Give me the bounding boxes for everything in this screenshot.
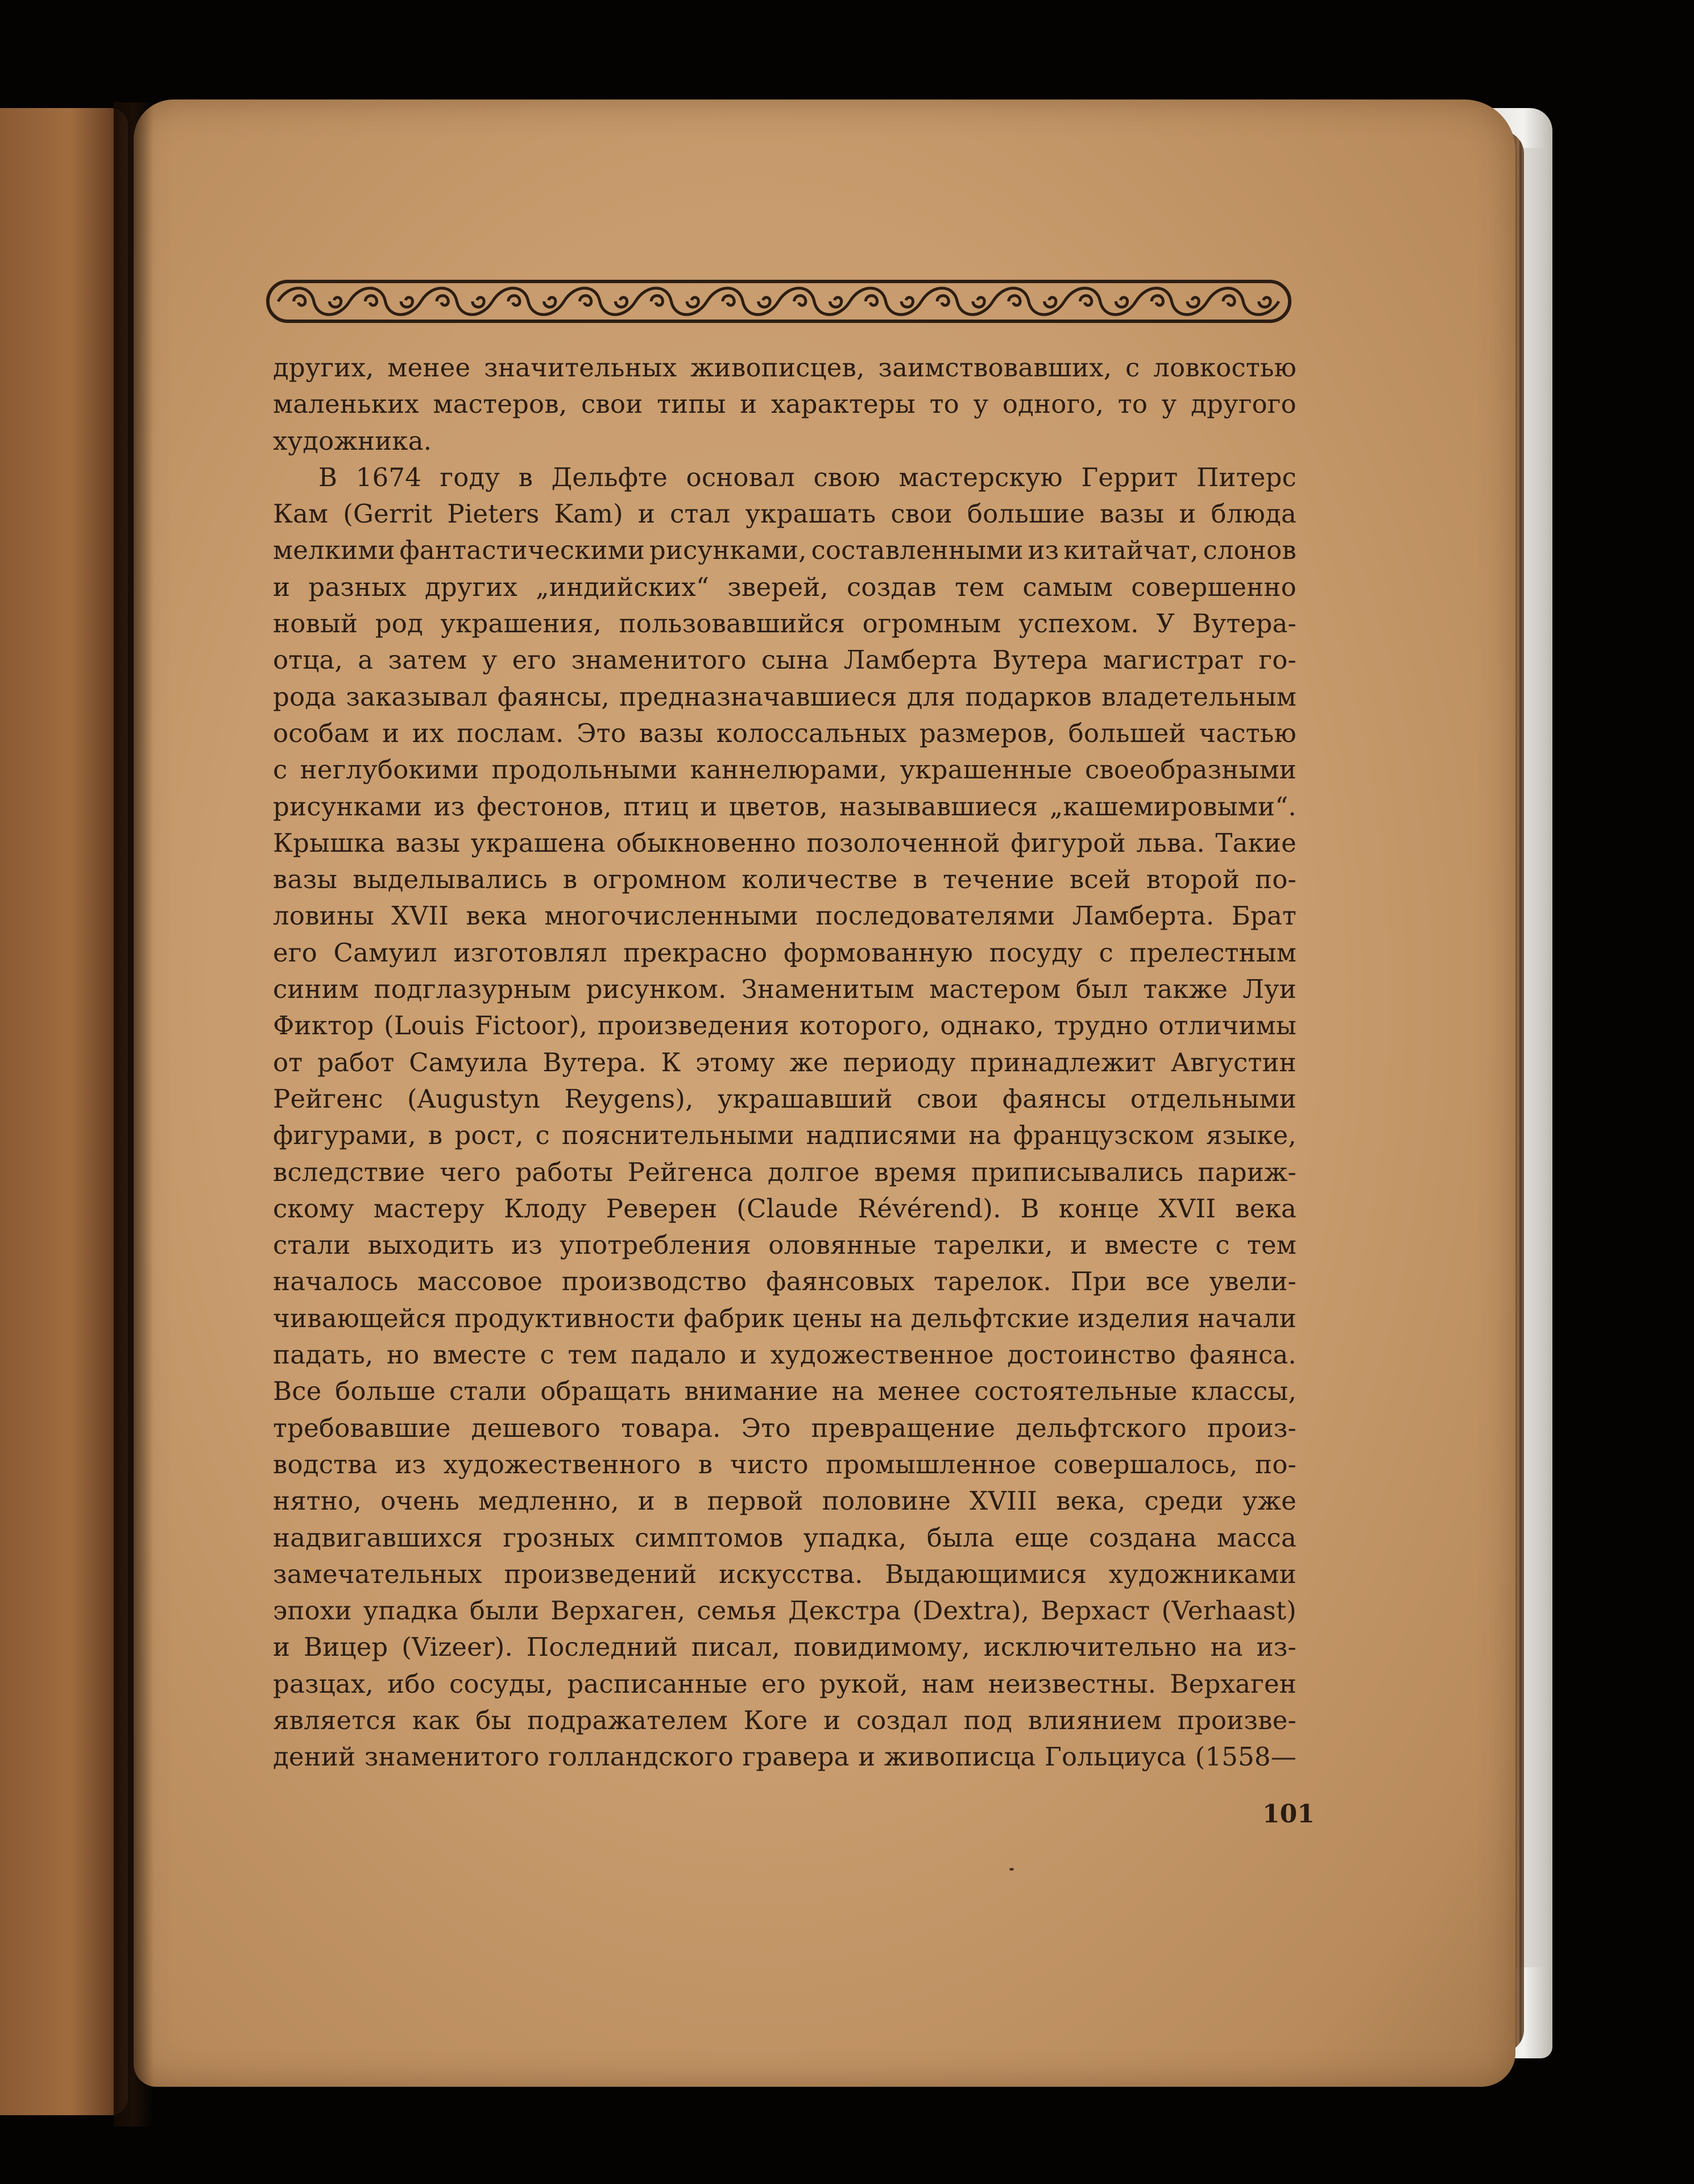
text-line: вследствие чего работы Рейгенса долгое время приписывались париж- [273, 1157, 1297, 1187]
text-line: маленьких мастеров, свои типы и характеры то у одного, то у другого [273, 389, 1297, 420]
text-line: с неглубокими продольными каннелюрами, украшенные своеобразными [273, 755, 1297, 785]
text-line: падать, но вместе с тем падало и художественное достоинство фаянса. [273, 1340, 1297, 1370]
text-line: особам и их послам. Это вазы колоссальных размеров, большей частью [273, 718, 1297, 748]
text-line: и разных других „индийских“ зверей, создав тем самым совершенно [273, 571, 1297, 602]
text-line: отца, а затем у его знаменитого сына Ламберта Вутера магистрат го- [273, 645, 1297, 675]
text-line: синим подглазурным рисунком. Знаменитым мастером был также Луи [273, 974, 1297, 1005]
ornament-band-icon [266, 277, 1292, 326]
text-line: Крышка вазы украшена обыкновенно позолоченной фигурой льва. Такие [273, 827, 1297, 858]
page-number: 101 [1262, 1800, 1315, 1829]
text-line: надвигавшихся грозных симптомов упадка, была еще создана масса [273, 1522, 1297, 1553]
text-line: водства из художественного в чисто промышленное совершалось, по- [273, 1449, 1297, 1480]
text-line: мелкими фантастическими рисунками, составленными из китайчат, слонов [273, 535, 1297, 566]
text-line: В 1674 году в Дельфте основал свою мастерскую Геррит Питерс [318, 462, 1297, 492]
text-line: и Вицер (Vizeer). Последний писал, повидимому, исключительно на из- [273, 1632, 1297, 1663]
text-line: вазы выделывались в огромном количестве в течение всей второй по- [273, 864, 1297, 895]
gutter-shadow [114, 102, 154, 2127]
text-line: нятно, очень медленно, и в первой половине XVIII века, среди уже [273, 1486, 1297, 1516]
text-line: фигурами, в рост, с пояснительными надписями на французском языке, [273, 1120, 1297, 1151]
body-text [273, 350, 1297, 1776]
text-line: Кам (Gerrit Pieters Kam) и стал украшать свои большие вазы и блюда [273, 499, 1297, 529]
text-line: ловины XVII века многочисленными последователями Ламберта. Брат [273, 901, 1297, 931]
text-line: дений знаменитого голландского гравера и живописца Гольциуса (1558— [273, 1742, 1297, 1772]
text-line: эпохи упадка были Верхаген, семья Декстра (Dextra), Верхаст (Verhaast) [273, 1595, 1297, 1626]
text-line: от работ Самуила Вутера. К этому же периоду принадлежит Августин [273, 1047, 1297, 1078]
text-line: замечательных произведений искусства. Выдающимися художниками [273, 1559, 1297, 1589]
text-line: чивающейся продуктивности фабрик цены на дельфтские изделия начали [273, 1303, 1297, 1333]
left-page-edge [0, 108, 128, 2115]
text-line: его Самуил изготовлял прекрасно формованную посуду с прелестным [273, 937, 1297, 968]
text-line: стали выходить из употребления оловянные тарелки, и вместе с тем [273, 1230, 1297, 1261]
text-line: Фиктор (Louis Fictoor), произведения которого, однако, трудно отличимы [273, 1010, 1297, 1041]
text-line: художника. [273, 425, 432, 456]
text-line: началось массовое производство фаянсовых тарелок. При все увели- [273, 1266, 1297, 1297]
text-line: рисунками из фестонов, птиц и цветов, называвшиеся „кашемировыми“. [273, 791, 1297, 822]
text-line: требовавшие дешевого товара. Это превращение дельфтского произ- [273, 1412, 1297, 1443]
text-line: новый род украшения, пользовавшийся огромным успехом. У Вутера- [273, 608, 1297, 639]
paper-speck [1009, 1868, 1014, 1871]
text-line: Рейгенс (Augustyn Reygens), украшавший свои фаянсы отдельными [273, 1083, 1297, 1114]
text-line: скому мастеру Клоду Реверен (Claude Révérend). В конце XVII века [273, 1193, 1297, 1224]
text-line: разцах, ибо сосуды, расписанные его рукой, нам неизвестны. Верхаген [273, 1668, 1297, 1699]
text-line: других, менее значительных живописцев, заимствовавших, с ловкостью [273, 353, 1297, 383]
book-page [134, 100, 1515, 2087]
text-line: рода заказывал фаянсы, предназначавшиеся для подарков владетельным [273, 681, 1297, 712]
text-line: Все больше стали обращать внимание на менее состоятельные классы, [273, 1376, 1297, 1407]
text-line: является как бы подражателем Коге и создал под влиянием произве- [273, 1705, 1297, 1735]
